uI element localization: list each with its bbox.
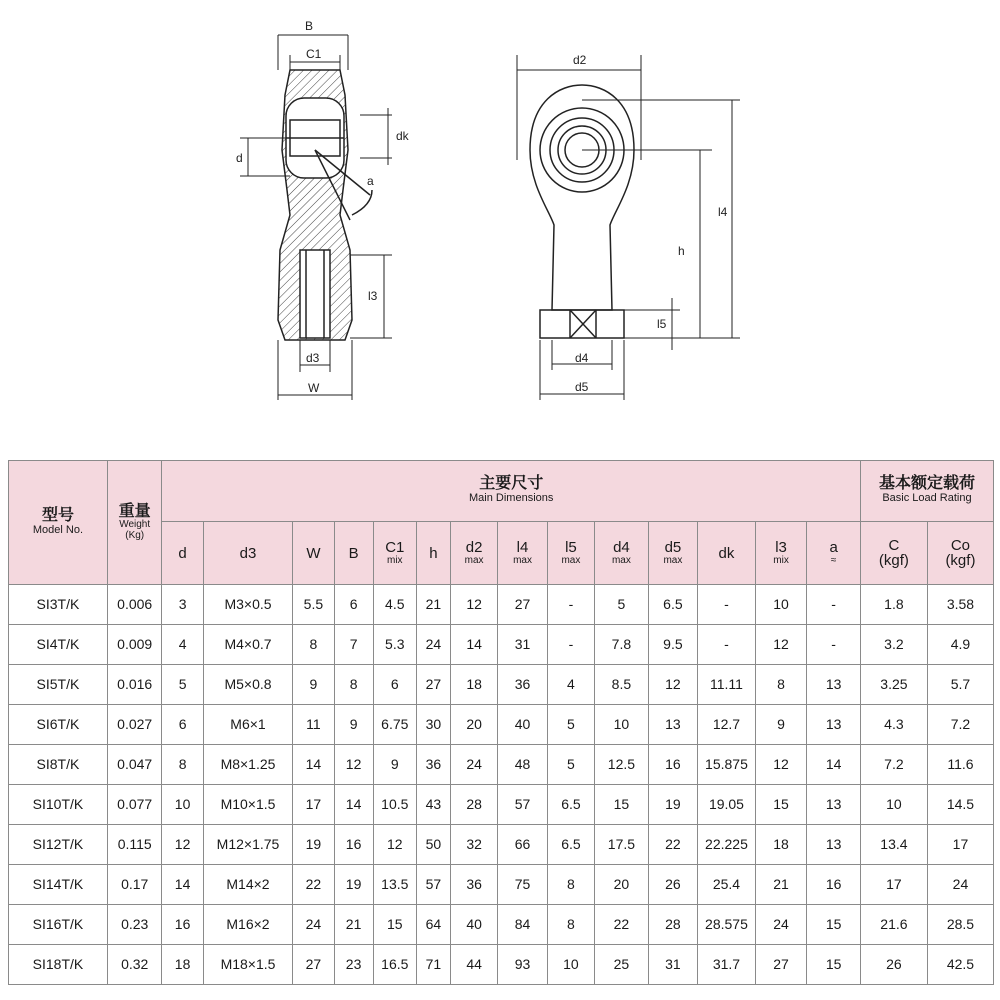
table-cell: M8×1.25 (203, 745, 293, 785)
table-cell: 27 (293, 945, 334, 985)
col-l3: l3 mix (755, 522, 807, 585)
table-cell: - (547, 585, 594, 625)
label-dk: dk (396, 129, 409, 143)
header-load-rating: 基本额定载荷 Basic Load Rating (860, 461, 993, 522)
col-dk: dk (698, 522, 756, 585)
table-cell: 4.3 (860, 705, 927, 745)
table-cell: - (698, 625, 756, 665)
table-cell: 0.009 (107, 625, 162, 665)
table-cell: 3.58 (927, 585, 993, 625)
table-cell: 1.8 (860, 585, 927, 625)
table-cell: 24 (293, 905, 334, 945)
table-cell: 13.5 (373, 865, 416, 905)
table-cell: 31.7 (698, 945, 756, 985)
table-cell: M5×0.8 (203, 665, 293, 705)
table-cell: 8 (293, 625, 334, 665)
table-row (9, 665, 994, 705)
model-cell: SI14T/K (9, 865, 108, 905)
table-cell: 22 (293, 865, 334, 905)
table-cell: 40 (450, 905, 497, 945)
table-cell: 5 (547, 745, 594, 785)
table-cell: 6 (162, 705, 203, 745)
table-cell: 17 (860, 865, 927, 905)
table-cell: 12 (450, 585, 497, 625)
table-cell: 8 (334, 665, 373, 705)
table-cell: M14×2 (203, 865, 293, 905)
table-row (9, 705, 994, 745)
table-cell: 9 (373, 745, 416, 785)
table-cell: 26 (648, 865, 697, 905)
table-cell: 24 (927, 865, 993, 905)
table-cell: 19 (293, 825, 334, 865)
table-body (9, 585, 994, 985)
table-cell: 21 (334, 905, 373, 945)
table-cell: 19 (334, 865, 373, 905)
table-cell: 6.75 (373, 705, 416, 745)
table-cell: 12 (162, 825, 203, 865)
table-cell: 21 (755, 865, 807, 905)
table-cell: 14 (293, 745, 334, 785)
table-cell: 31 (498, 625, 547, 665)
table-cell: 16.5 (373, 945, 416, 985)
model-cell: SI6T/K (9, 705, 108, 745)
col-a: a ≈ (807, 522, 861, 585)
table-cell: 7.2 (860, 745, 927, 785)
table-cell: 19 (648, 785, 697, 825)
table-cell: 9 (293, 665, 334, 705)
label-d: d (236, 151, 243, 165)
table-cell: 27 (498, 585, 547, 625)
table-cell: 57 (416, 865, 450, 905)
table-cell: 6.5 (648, 585, 697, 625)
table-cell: 31 (648, 945, 697, 985)
table-cell: M10×1.5 (203, 785, 293, 825)
table-cell: 0.027 (107, 705, 162, 745)
table-cell: 15 (807, 945, 861, 985)
table-row (9, 865, 994, 905)
table-cell: 40 (498, 705, 547, 745)
model-cell: SI8T/K (9, 745, 108, 785)
table-cell: 8 (547, 905, 594, 945)
table-cell: 10 (755, 585, 807, 625)
table-cell: 4 (547, 665, 594, 705)
table-cell: 14 (162, 865, 203, 905)
col-d2: d2 max (450, 522, 497, 585)
table-cell: 26 (860, 945, 927, 985)
model-cell: SI3T/K (9, 585, 108, 625)
table-cell: 0.115 (107, 825, 162, 865)
table-cell: 15 (807, 905, 861, 945)
table-cell: 25 (595, 945, 649, 985)
table-cell: 15 (755, 785, 807, 825)
table-cell: 6.5 (547, 785, 594, 825)
table-cell: 15 (595, 785, 649, 825)
table-cell: 10 (860, 785, 927, 825)
table-cell: 3.2 (860, 625, 927, 665)
table-cell: 18 (162, 945, 203, 985)
table-cell: 3.25 (860, 665, 927, 705)
col-d4: d4 max (595, 522, 649, 585)
table-row (9, 745, 994, 785)
table-cell: 8 (547, 865, 594, 905)
table-cell: 50 (416, 825, 450, 865)
table-cell: - (807, 625, 861, 665)
table-row (9, 625, 994, 665)
table-cell: 32 (450, 825, 497, 865)
table-cell: 15 (373, 905, 416, 945)
table-cell: 14 (450, 625, 497, 665)
table-cell: 28.5 (927, 905, 993, 945)
table-cell: 25.4 (698, 865, 756, 905)
table-cell: 42.5 (927, 945, 993, 985)
col-d: d (162, 522, 203, 585)
col-C: C (kgf) (860, 522, 927, 585)
table-cell: 11.11 (698, 665, 756, 705)
table-cell: 12 (334, 745, 373, 785)
table-cell: 28 (450, 785, 497, 825)
table-cell: 36 (450, 865, 497, 905)
table-cell: 0.006 (107, 585, 162, 625)
table-cell: 27 (416, 665, 450, 705)
table-cell: 64 (416, 905, 450, 945)
table-cell: 0.17 (107, 865, 162, 905)
table-cell: 16 (648, 745, 697, 785)
table-cell: 24 (416, 625, 450, 665)
table-cell: 13 (807, 705, 861, 745)
header-model: 型号 Model No. (9, 461, 108, 585)
model-cell: SI4T/K (9, 625, 108, 665)
table-cell: - (547, 625, 594, 665)
table-cell: 10 (162, 785, 203, 825)
table-cell: 17.5 (595, 825, 649, 865)
spec-table (8, 460, 994, 985)
table-cell: 71 (416, 945, 450, 985)
col-Co: Co (kgf) (927, 522, 993, 585)
table-cell: - (807, 585, 861, 625)
table-cell: 44 (450, 945, 497, 985)
col-l5: l5 max (547, 522, 594, 585)
table-cell: 84 (498, 905, 547, 945)
model-cell: SI18T/K (9, 945, 108, 985)
table-cell: 5 (162, 665, 203, 705)
model-cell: SI16T/K (9, 905, 108, 945)
table-cell: 9 (334, 705, 373, 745)
header-main-dimensions: 主要尺寸 Main Dimensions (162, 461, 860, 522)
label-W: W (308, 381, 320, 395)
table-cell: 10 (547, 945, 594, 985)
table-cell: 4.9 (927, 625, 993, 665)
table-cell: 12 (755, 625, 807, 665)
col-h: h (416, 522, 450, 585)
table-cell: 18 (450, 665, 497, 705)
table-cell: 23 (334, 945, 373, 985)
table-cell: 36 (498, 665, 547, 705)
table-cell: 36 (416, 745, 450, 785)
col-d5: d5 max (648, 522, 697, 585)
table-row (9, 905, 994, 945)
table-cell: 12 (373, 825, 416, 865)
table-cell: M3×0.5 (203, 585, 293, 625)
model-cell: SI10T/K (9, 785, 108, 825)
table-row (9, 825, 994, 865)
table-cell: 0.047 (107, 745, 162, 785)
table-cell: 12.7 (698, 705, 756, 745)
label-l5: l5 (657, 317, 667, 331)
label-l4: l4 (718, 205, 728, 219)
table-cell: 17 (927, 825, 993, 865)
table-cell: 8.5 (595, 665, 649, 705)
table-cell: 22 (595, 905, 649, 945)
label-h: h (678, 244, 685, 258)
table-cell: 14 (334, 785, 373, 825)
table-cell: 13 (807, 785, 861, 825)
label-B: B (305, 19, 314, 33)
table-cell: 4 (162, 625, 203, 665)
table-cell: 21 (416, 585, 450, 625)
table-cell: 43 (416, 785, 450, 825)
table-cell: 16 (162, 905, 203, 945)
table-cell: 20 (595, 865, 649, 905)
table-cell: 3 (162, 585, 203, 625)
label-d4: d4 (575, 351, 589, 365)
table-cell: 6 (334, 585, 373, 625)
table-cell: 10 (595, 705, 649, 745)
table-cell: 28.575 (698, 905, 756, 945)
label-l3: l3 (368, 289, 378, 303)
table-cell: 16 (334, 825, 373, 865)
table-cell: 12 (755, 745, 807, 785)
table-cell: 19.05 (698, 785, 756, 825)
table-cell: 66 (498, 825, 547, 865)
table-row (9, 785, 994, 825)
table-cell: 0.016 (107, 665, 162, 705)
table-cell: M12×1.75 (203, 825, 293, 865)
header-weight: 重量 Weight (Kg) (107, 461, 162, 585)
table-cell: 12 (648, 665, 697, 705)
table-cell: 5.5 (293, 585, 334, 625)
table-cell: 11 (293, 705, 334, 745)
table-row (9, 585, 994, 625)
table-cell: 27 (755, 945, 807, 985)
table-cell: 48 (498, 745, 547, 785)
table-cell: 0.077 (107, 785, 162, 825)
table-cell: 11.6 (927, 745, 993, 785)
table-cell: 13.4 (860, 825, 927, 865)
col-d3: d3 (203, 522, 293, 585)
table-cell: 22.225 (698, 825, 756, 865)
table-cell: 93 (498, 945, 547, 985)
side-view (278, 70, 372, 340)
col-B: B (334, 522, 373, 585)
table-cell: 21.6 (860, 905, 927, 945)
table-cell: 9.5 (648, 625, 697, 665)
col-l4: l4 max (498, 522, 547, 585)
table-cell: M6×1 (203, 705, 293, 745)
table-cell: M4×0.7 (203, 625, 293, 665)
label-d3: d3 (306, 351, 320, 365)
table-row (9, 945, 994, 985)
table-cell: 10.5 (373, 785, 416, 825)
table-cell: 18 (755, 825, 807, 865)
table-cell: M18×1.5 (203, 945, 293, 985)
table-cell: - (698, 585, 756, 625)
label-a: a (367, 174, 374, 188)
table-cell: 15.875 (698, 745, 756, 785)
table-cell: 30 (416, 705, 450, 745)
table-cell: 13 (807, 825, 861, 865)
label-C1: C1 (306, 47, 322, 61)
table-cell: 0.32 (107, 945, 162, 985)
table-cell: 24 (450, 745, 497, 785)
table-cell: M16×2 (203, 905, 293, 945)
table-cell: 75 (498, 865, 547, 905)
table-cell: 14 (807, 745, 861, 785)
table-cell: 7.2 (927, 705, 993, 745)
table-cell: 13 (807, 665, 861, 705)
technical-drawing (0, 0, 1000, 440)
table-cell: 9 (755, 705, 807, 745)
table-cell: 4.5 (373, 585, 416, 625)
table-cell: 16 (807, 865, 861, 905)
table-cell: 12.5 (595, 745, 649, 785)
table-cell: 5 (547, 705, 594, 745)
front-view (530, 85, 634, 338)
table-cell: 5.7 (927, 665, 993, 705)
table-cell: 57 (498, 785, 547, 825)
table-cell: 13 (648, 705, 697, 745)
label-d2: d2 (573, 53, 587, 67)
label-d5: d5 (575, 380, 589, 394)
table-cell: 8 (162, 745, 203, 785)
table-cell: 20 (450, 705, 497, 745)
table-cell: 17 (293, 785, 334, 825)
col-W: W (293, 522, 334, 585)
table-cell: 28 (648, 905, 697, 945)
table-cell: 22 (648, 825, 697, 865)
table-cell: 7 (334, 625, 373, 665)
col-C1: C1 mix (373, 522, 416, 585)
table-cell: 5.3 (373, 625, 416, 665)
table-cell: 6.5 (547, 825, 594, 865)
model-cell: SI5T/K (9, 665, 108, 705)
table-cell: 5 (595, 585, 649, 625)
table-cell: 8 (755, 665, 807, 705)
table-cell: 24 (755, 905, 807, 945)
table-cell: 14.5 (927, 785, 993, 825)
model-cell: SI12T/K (9, 825, 108, 865)
table-cell: 6 (373, 665, 416, 705)
table-cell: 7.8 (595, 625, 649, 665)
table-cell: 0.23 (107, 905, 162, 945)
